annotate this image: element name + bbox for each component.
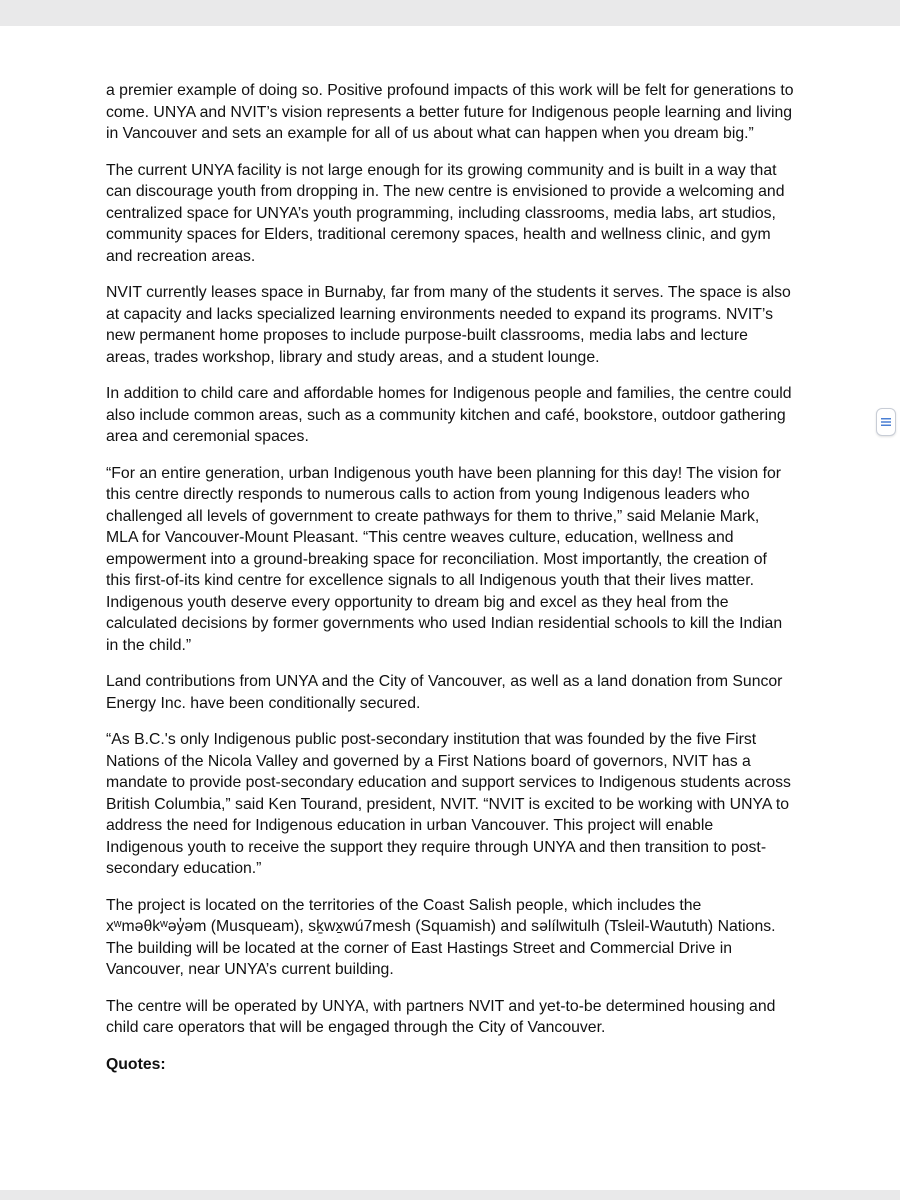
paragraph-1: a premier example of doing so. Positive profound impacts of this work will be felt for generations to come. UNYA and NVIT’s vision represents a better future for Indigenous people learning and living in Vancouver and sets an example for all of us about what can happen when you dream big.” [106,82,794,142]
list-lines-icon [881,417,891,427]
document-body [106,80,794,1090]
quotes-heading: Quotes: [106,1055,166,1073]
paragraph-2: The current UNYA facility is not large enough for its growing community and is built in a way that can discourage youth from dropping in. The new centre is envisioned to provide a welcoming and centralized space for UNYA’s youth programming, including classrooms, media labs, art studios, community spaces for Elders, traditional ceremony spaces, health and wellness clinic, and gym and recreation areas. [106,161,785,265]
paragraph-7: “As B.C.'s only Indigenous public post-secondary institution that was founded by the five First Nations of the Nicola Valley and governed by a First Nations board of governors, NVIT has a mandate to provide post-secondary education and support services to Indigenous students across British Columbia,” said Ken Tourand, president, NVIT. “NVIT is excited to be working with UNYA to address the need for Indigenous education in urban Vancouver. This project will enable Indigenous youth to receive the support they require through UNYA and then transition to post-secondary education.” [106,731,791,877]
paragraph-6: Land contributions from UNYA and the City of Vancouver, as well as a land donation from Suncor Energy Inc. have been conditionally secured. [106,673,783,712]
paragraph-8: The project is located on the territories of the Coast Salish people, which includes the xʷməθkʷəy̓əm (Musqueam), sḵwx̱wú7mesh (Squamish) and səlílwitulh (Tsleil-Waututh) Nations. The building will be located at the corner of East Hastings Street and Commercial Drive in Vancouver, near UNYA’s current building. [106,896,776,978]
sidebar-toggle-button[interactable] [876,408,896,436]
paragraph-4: In addition to child care and affordable homes for Indigenous people and families, the centre could also include common areas, such as a community kitchen and café, bookstore, outdoor gathering area and ceremonial spaces. [106,385,792,445]
paragraph-9: The centre will be operated by UNYA, with partners NVIT and yet-to-be determined housing and child care operators that will be engaged through the City of Vancouver. [106,997,776,1036]
paragraph-3: NVIT currently leases space in Burnaby, far from many of the students it serves. The space is also at capacity and lacks specialized learning environments needed to expand its programs. NVIT’s new permanent home proposes to include purpose-built classrooms, media labs and lecture areas, trades workshop, library and study areas, and a student lounge. [106,284,791,366]
document-page [0,26,900,1190]
paragraph-5: “For an entire generation, urban Indigenous youth have been planning for this day! The vision for this centre directly responds to numerous calls to action from young Indigenous leaders who challenged all levels of government to create pathways for them to thrive,” said Melanie Mark, MLA for Vancouver-Mount Pleasant. “This centre weaves culture, education, wellness and empowerment into a ground-breaking space for reconciliation. Most importantly, the creation of this first-of-its kind centre for excellence signals to all Indigenous youth that their lives matter. Indigenous youth deserve every opportunity to dream big and excel as they heal from the calculated decisions by former governments who used Indian residential schools to kill the Indian in the child.” [106,464,783,654]
